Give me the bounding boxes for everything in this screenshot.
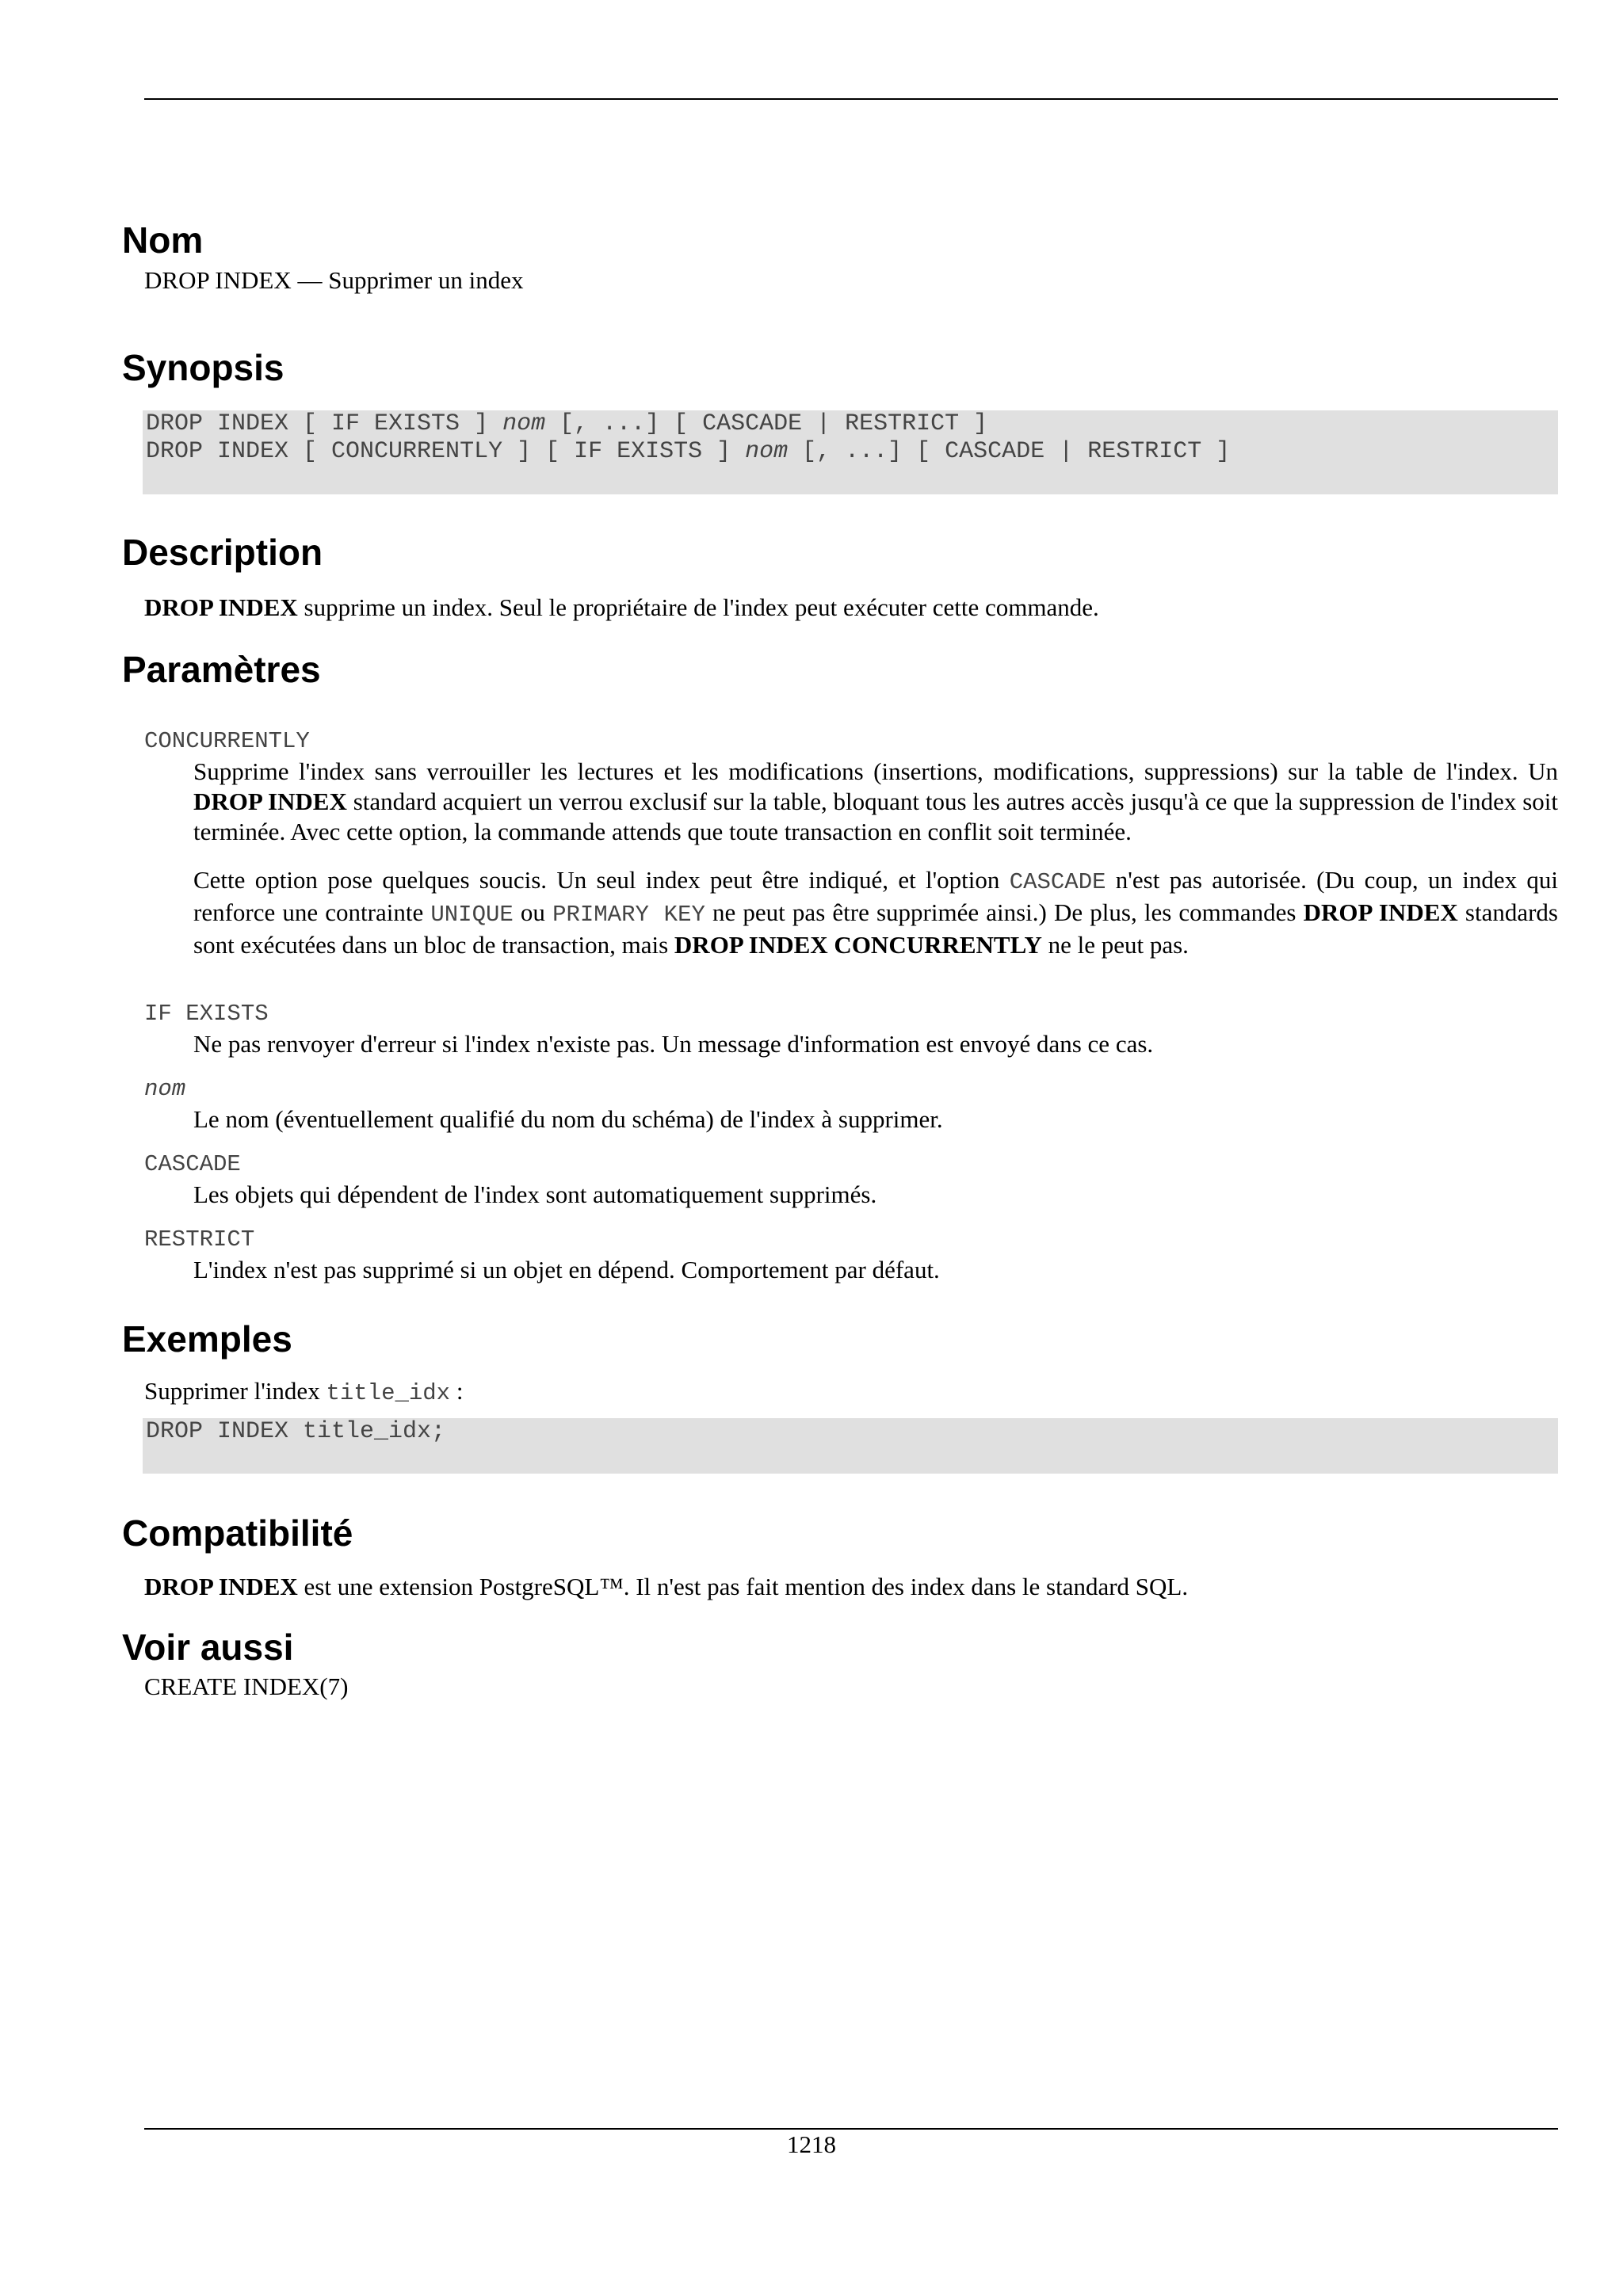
command-name: DROP INDEX bbox=[1303, 898, 1458, 926]
description-text bbox=[144, 593, 1558, 623]
param-concurrently-p2 bbox=[193, 865, 1558, 960]
heading-nom: Nom bbox=[122, 219, 204, 261]
param-term-nom: nom bbox=[144, 1076, 186, 1102]
inline-code: title_idx bbox=[326, 1380, 451, 1406]
synopsis-line-2 bbox=[146, 438, 1558, 466]
param-term-restrict: RESTRICT bbox=[144, 1226, 255, 1253]
text-span: Supprimer l'index bbox=[144, 1377, 327, 1405]
param-cascade-text: Les objets qui dépendent de l'index sont automatiquement supprimés. bbox=[193, 1180, 877, 1208]
text-span: : bbox=[450, 1377, 464, 1405]
heading-compatibilite: Compatibilité bbox=[122, 1512, 353, 1554]
text-span: n'est pas autorisée. (Du coup, un index qui renforce une contrainte bbox=[193, 866, 1558, 926]
heading-exemples: Exemples bbox=[122, 1318, 292, 1360]
synopsis-line-1-part: DROP INDEX [ IF EXISTS ] bbox=[146, 410, 503, 437]
param-term-cascade: CASCADE bbox=[144, 1151, 241, 1177]
nom-text: DROP INDEX — Supprimer un index bbox=[144, 266, 524, 294]
param-nom-text: Le nom (éventuellement qualifié du nom du schéma) de l'index à supprimer. bbox=[193, 1105, 943, 1133]
synopsis-line-2-param: nom bbox=[745, 438, 789, 465]
text-span: Cette option pose quelques soucis. Un seul index peut être indiqué, et l'option bbox=[193, 866, 1010, 894]
text-span: standards sont exécutées dans un bloc de transaction, mais bbox=[193, 898, 1558, 959]
param-concurrently-p1 bbox=[193, 757, 1558, 847]
synopsis-line-2-part: DROP INDEX [ CONCURRENTLY ] [ IF EXISTS ] bbox=[146, 438, 746, 465]
command-name: DROP INDEX bbox=[144, 1573, 298, 1600]
synopsis-line-1 bbox=[146, 410, 1558, 438]
heading-synopsis: Synopsis bbox=[122, 347, 285, 388]
text-span: ne le peut pas. bbox=[1041, 931, 1189, 959]
param-if-exists-text: Ne pas renvoyer d'erreur si l'index n'existe pas. Un message d'information est envoyé dans ce cas. bbox=[193, 1030, 1154, 1058]
inline-code: UNIQUE bbox=[430, 902, 514, 928]
compatibilite-text bbox=[144, 1572, 1558, 1602]
code-line: DROP INDEX title_idx; bbox=[146, 1418, 446, 1445]
description-body: supprime un index. Seul le propriétaire de l'index peut exécuter cette commande. bbox=[297, 593, 1099, 621]
heading-voir-aussi: Voir aussi bbox=[122, 1627, 294, 1668]
exemples-intro bbox=[144, 1376, 1558, 1409]
inline-code: CASCADE bbox=[1009, 869, 1106, 895]
inline-code: PRIMARY KEY bbox=[552, 902, 705, 928]
command-name: DROP INDEX CONCURRENTLY bbox=[674, 931, 1042, 959]
command-name: DROP INDEX bbox=[193, 788, 347, 815]
header-rule bbox=[144, 98, 1558, 100]
synopsis-line-1-rest: [, ...] [ CASCADE | RESTRICT ] bbox=[545, 410, 988, 437]
synopsis-line-1-param: nom bbox=[502, 410, 546, 437]
exemples-code-block bbox=[143, 1418, 1558, 1474]
voir-aussi-link[interactable]: CREATE INDEX(7) bbox=[144, 1672, 349, 1700]
page-number: 1218 bbox=[787, 2130, 836, 2158]
text-span: ou bbox=[513, 898, 553, 926]
param-restrict-text: L'index n'est pas supprimé si un objet en dépend. Comportement par défaut. bbox=[193, 1256, 940, 1283]
synopsis-code-block bbox=[143, 410, 1558, 494]
description-command: DROP INDEX bbox=[144, 593, 298, 621]
text-span: ne peut pas être supprimée ainsi.) De plus, les commandes bbox=[705, 898, 1304, 926]
text-span: standard acquiert un verrou exclusif sur la table, bloquant tous les autres accès jusqu'à ce que la suppression de l'index soit terminée. Avec cette option, la commande attends que toute transaction en conflit soit terminée. bbox=[193, 788, 1559, 845]
heading-description: Description bbox=[122, 532, 323, 573]
param-term-if-exists: IF EXISTS bbox=[144, 1001, 269, 1027]
text-span: Supprime l'index sans verrouiller les lectures et les modifications (insertions, modifications, suppressions) sur la table de l'index. Un bbox=[193, 757, 1558, 785]
heading-parametres: Paramètres bbox=[122, 649, 321, 690]
param-term-concurrently: CONCURRENTLY bbox=[144, 728, 310, 754]
text-span: est une extension PostgreSQL™. Il n'est pas fait mention des index dans le standard SQL. bbox=[297, 1573, 1189, 1600]
synopsis-line-2-rest: [, ...] [ CASCADE | RESTRICT ] bbox=[788, 438, 1231, 465]
